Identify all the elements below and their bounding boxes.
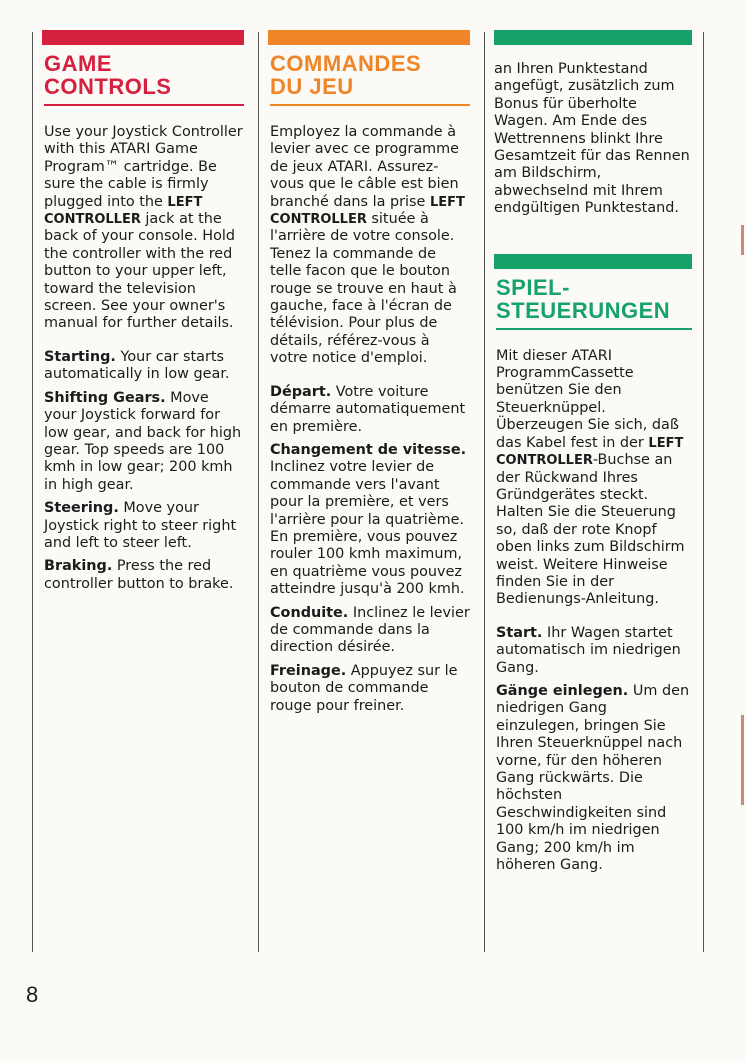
control-item: Départ. Votre voiture démarre automatiquement en première.: [270, 383, 466, 435]
intro-paragraph: Use your Joystick Controller with this ATARI Game Program™ cartridge. Be sure the cable is firmly plugged into the LEFT CONTROLLER jack at the back of your console. Hold the controller with the red button to your upper left, toward the television screen. See your owner's manual for further details.: [44, 124, 243, 332]
intro-paragraph: Mit dieser ATARI ProgrammCassette benützen Sie den Steuerknüppel. Überzeugen Sie sich, daß das Kabel fest in der LEFT CONTROLLER-Buchse an der Rückwand Ihres Gründgerätes steckt. Halten Sie die Steuerung so, daß der rote Knopf oben links zum Bildschirm weist. Weitere Hinweise finden Sie in der Bedienungs-Anleitung.: [496, 347, 685, 608]
scan-edge-mark: [741, 225, 744, 255]
column-german: [484, 30, 692, 874]
control-item: Changement de vitesse. Inclinez votre levier de commande vers l'avant pour la première, et vers l'arrière pour la quatrième. En première, vous pouvez rouler 100 kmh maximum, en quatrième vous pouvez atteindre jusqu'à 200 kmh.: [270, 441, 467, 598]
control-item: Shifting Gears. Move your Joystick forward for low gear, and back for high gear. Top speeds are 100 kmh in low gear; 200 kmh in high gear.: [44, 389, 242, 493]
section-heading: COMMANDES DU JEU: [270, 51, 422, 99]
control-item: Gänge einlegen. Um den niedrigen Gang einzulegen, bringen Sie Ihren Steuerknüppel nach vorne, für den höheren Gang rückwärts. Die höchsten Geschwindigkeiten sind 100 km/h im niedrigen Gang; 200 km/h im höheren Gang.: [496, 682, 690, 874]
color-bar: [494, 254, 692, 269]
section-heading: SPIEL- STEUERUNGEN: [496, 274, 671, 323]
column-french: [258, 30, 470, 715]
page-number: 8: [26, 982, 39, 1007]
control-item: Steering. Move your Joystick right to steer right and left to steer left.: [44, 500, 237, 551]
column-divider: [703, 32, 704, 952]
color-bar: [42, 30, 244, 45]
control-item: Start. Ihr Wagen startet automatisch im niedrigen Gang.: [496, 624, 681, 676]
control-item: Freinage. Appuyez sur le bouton de commande rouge pour freiner.: [270, 662, 458, 714]
color-bar: [494, 30, 692, 45]
column-english: [32, 30, 244, 593]
control-item: Braking. Press the red controller button to brake.: [44, 558, 234, 592]
heading-rule: [496, 328, 692, 330]
intro-paragraph: Employez la commande à levier avec ce programme de jeux ATARI. Assurez-vous que le câble est bien branché dans la prise LEFT CONTROLLER située à l'arrière de votre console. Tenez la commande de telle facon que le bouton rouge se trouve en haut à gauche, face à l'écran de télévision. Pour plus de détails, référez-vous à votre notice d'emploi.: [270, 124, 465, 367]
scan-edge-mark: [741, 715, 744, 805]
continued-paragraph: an Ihren Punktestand angefügt, zusätzlich zum Bonus für überholte Wagen. Am Ende des Wettrennens blinkt Ihre Gesamtzeit für das Rennen am Bildschirm, abwechselnd mit Ihrem endgültigen Punktestand.: [494, 61, 690, 217]
color-bar: [268, 30, 470, 45]
control-item: Conduite. Inclinez le levier de commande dans la direction désirée.: [270, 604, 470, 656]
section-heading: GAME CONTROLS: [44, 51, 172, 99]
control-item: Starting. Your car starts automatically in low gear.: [44, 348, 230, 383]
heading-rule: [44, 104, 244, 106]
heading-rule: [270, 104, 470, 106]
